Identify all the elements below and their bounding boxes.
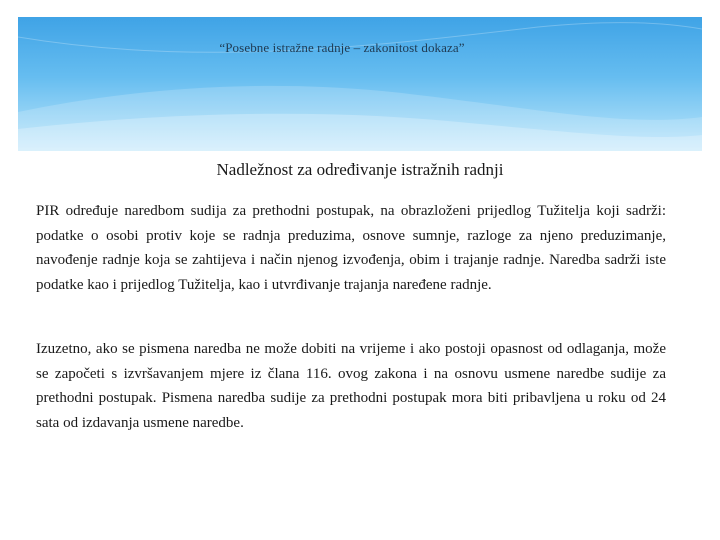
slide-header-title: “Posebne istražne radnje – zakonitost dokaza” xyxy=(219,40,465,55)
paragraph-1: PIR određuje naredbom sudija za prethodni postupak, na obrazloženi prijedlog Tužitelja koji sadrži: podatke o osobi protiv koje se radnja preduzima, osnove sumnje, razloge za njeno preduzimanje, navođenje radnje koja se zahtijeva i način njenog izvođenja, obim i trajanje radnje. Naredba sadrži iste podatke kao i prijedlog Tužitelja, kao i utvrđivanje trajanja naređene radnje. xyxy=(36,203,666,293)
header-band xyxy=(18,17,702,151)
paragraph-2: Izuzetno, ako se pismena naredba ne može dobiti na vrijeme i ako postoji opasnost od odlaganja, može se započeti s izvršavanjem mjere iz člana 116. ovog zakona i na osnovu usmene naredbe sudije za prethodni postupak. Pismena naredba sudije za prethodni postupak mora biti pribavljena u roku od 24 sata od izdavanja usmene naredbe. xyxy=(36,341,666,431)
section-title: Nadležnost za određivanje istražnih radnji xyxy=(216,160,504,179)
wave-decoration xyxy=(18,17,702,151)
